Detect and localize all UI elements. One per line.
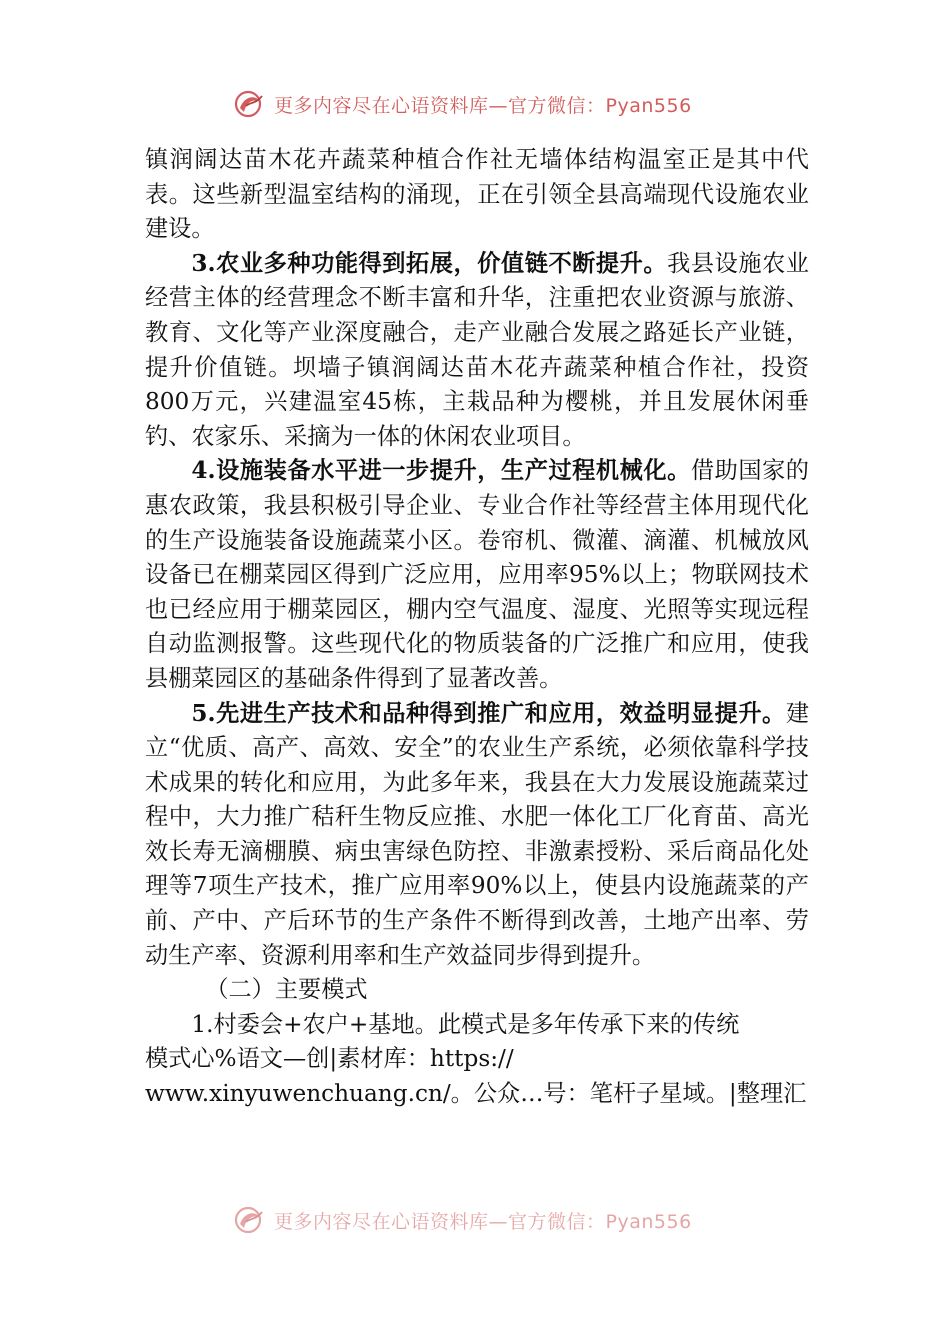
paragraph <box>145 697 809 974</box>
section-heading: （二）主要模式 <box>205 976 368 1004</box>
paragraph-line: 1.村委会+农户+基地。此模式是多年传承下来的传统 <box>191 1010 740 1038</box>
paragraph-line: 模式心%语文—创|素材库：https:// <box>145 1045 514 1073</box>
paragraph-body: 建立“优质、高产、高效、安全”的农业生产系统，必须依靠科学技术成果的转化和应用，为此多年来，我县在大力发展设施蔬菜过程中，大力推广秸秆生物反应推、水肥一体化工厂化育苗、高光效长寿无滴棚膜、病虫害绿色防控、非激素授粉、采后商品化处理等7项生产技术，推广应用率90%以上，使县内设施蔬菜的产前、产中、产后环节的生产条件不断得到改善，土地产出率、劳动生产率、资源利用率和生产效益同步得到提升。 <box>145 699 809 969</box>
document-body <box>145 143 809 1112</box>
paragraph <box>145 247 809 455</box>
watermark-text: 更多内容尽在心语资料库—官方微信：Pyan556 <box>274 1210 692 1233</box>
paragraph <box>145 454 809 696</box>
paragraph-body: 我县设施农业经营主体的经营理念不断丰富和升华，注重把农业资源与旅游、教育、文化等产业深度融合，走产业融合发展之路延长产业链，提升价值链。坝墙子镇润阔达苗木花卉蔬菜种植合作社，投资800万元，兴建温室45栋，主栽品种为樱桃，并且发展休闲垂钓、农家乐、采摘为一体的休闲农业项目。 <box>145 249 809 450</box>
paragraph-heading: 3.农业多种功能得到拓展，价值链不断提升。 <box>191 249 668 277</box>
paragraph-line: www.xinyuwenchuang.cn/。公众…号：笔杆子星域。|整理汇 <box>145 1080 807 1108</box>
paragraph-heading: 5.先进生产技术和品种得到推广和应用，效益明显提升。 <box>191 699 786 727</box>
watermark-text: 更多内容尽在心语资料库—官方微信：Pyan556 <box>274 94 692 117</box>
paragraph-heading: 4.设施装备水平进一步提升，生产过程机械化。 <box>191 457 691 485</box>
swirl-logo-icon <box>232 86 268 122</box>
watermark-header <box>232 84 692 124</box>
paragraph: 镇润阔达苗木花卉蔬菜种植合作社无墙体结构温室正是其中代表。这些新型温室结构的涌现，正在引领全县高端现代设施农业建设。 <box>145 146 809 243</box>
swirl-logo-icon <box>232 1202 268 1238</box>
paragraph-body: 借助国家的惠农政策，我县积极引导企业、专业合作社等经营主体用现代化的生产设施装备设施蔬菜小区。卷帘机、微灌、滴灌、机械放风设备已在棚菜园区得到广泛应用，应用率95%以上；物联网技术也已经应用于棚菜园区，棚内空气温度、湿度、光照等实现远程自动监测报警。这些现代化的物质装备的广泛推广和应用，使我县棚菜园区的基础条件得到了显著改善。 <box>145 457 809 692</box>
watermark-footer <box>232 1200 692 1240</box>
